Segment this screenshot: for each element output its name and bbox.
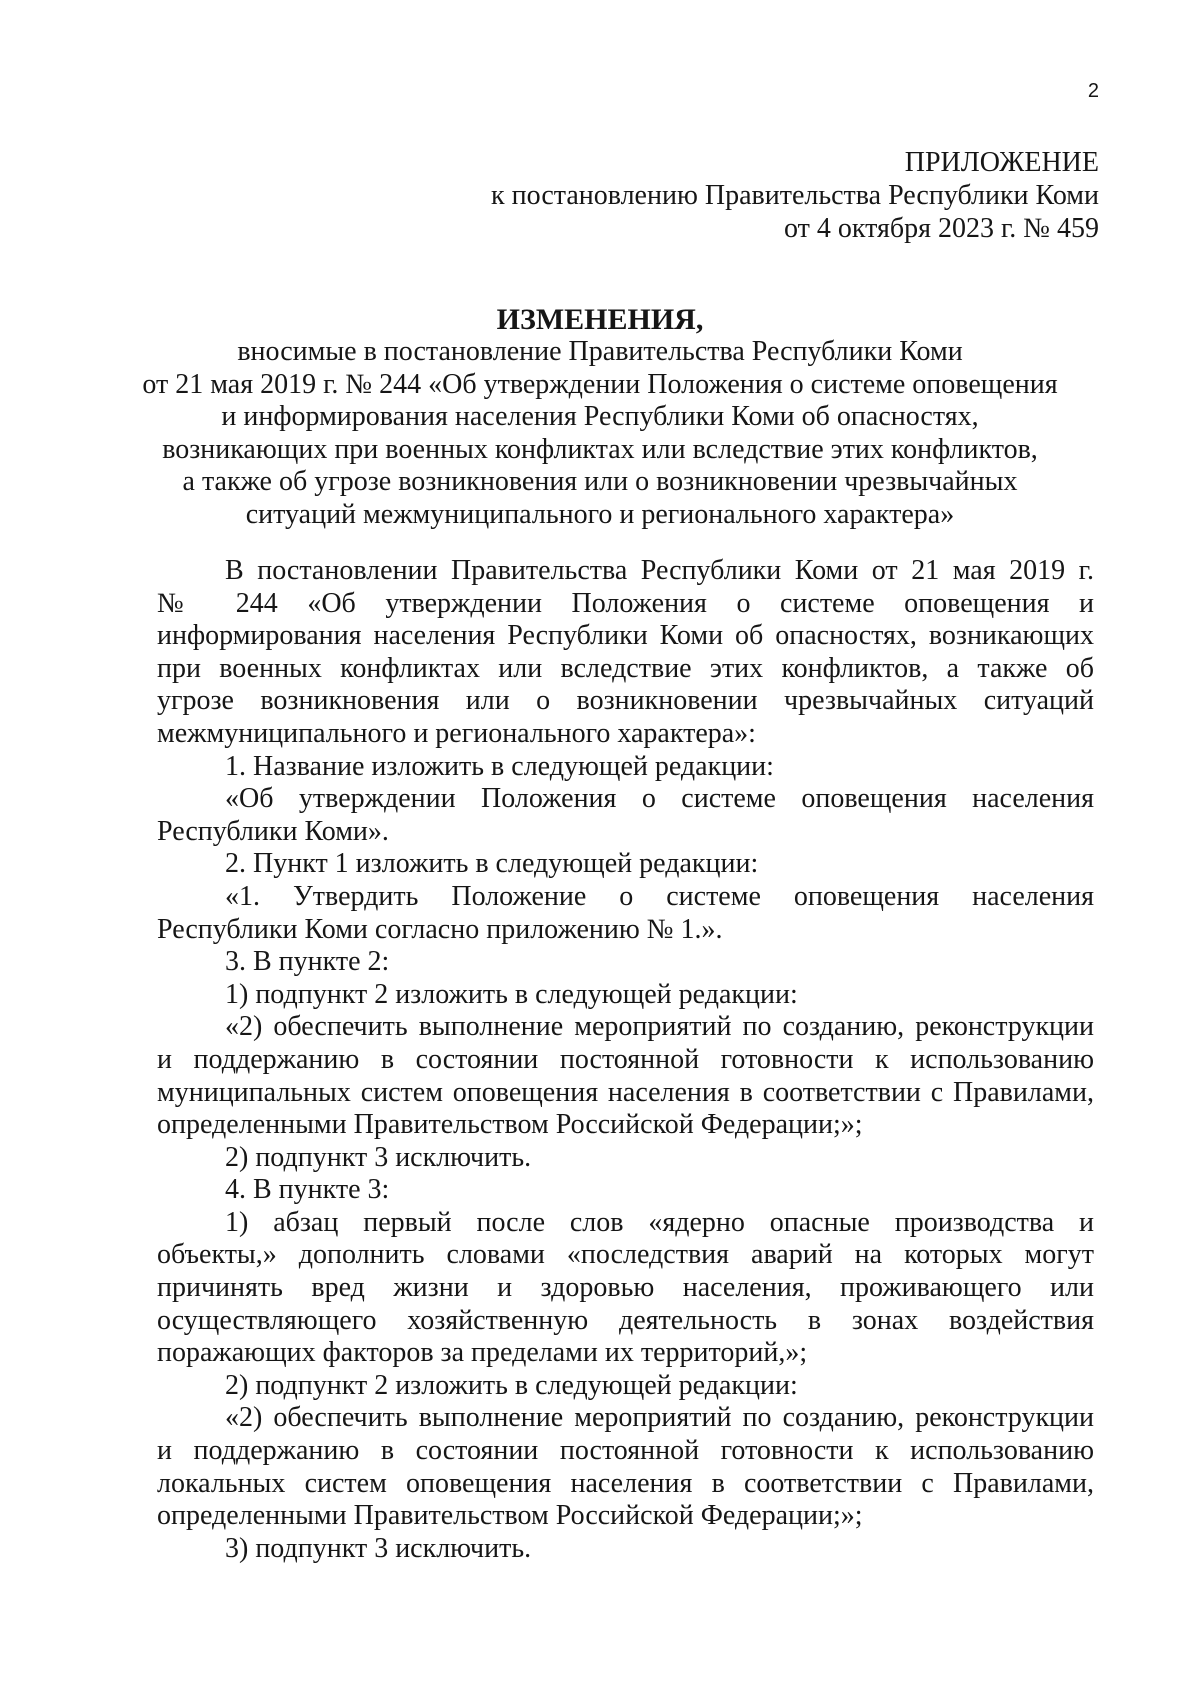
- body-line: локальных систем оповещения населения в соответствии с Правилами,: [157, 1467, 1094, 1499]
- body-line: Республики Коми согласно приложению № 1.».: [157, 913, 723, 945]
- appendix-reference: к постановлению Правительства Республики Коми: [491, 180, 1099, 211]
- body-line: информирования населения Республики Коми об опасностях, возникающих: [157, 620, 1094, 652]
- body-line: причинять вред жизни и здоровью населения, проживающего или: [157, 1272, 1094, 1304]
- body-line: определенными Правительством Российской Федерации;»;: [157, 1500, 863, 1532]
- subtitle-line: возникающих при военных конфликтах или вследствие этих конфликтов,: [162, 433, 1038, 465]
- body-line: 3) подпункт 3 исключить.: [225, 1532, 532, 1564]
- body-line: определенными Правительством Российской Федерации;»;: [157, 1109, 863, 1141]
- body-line: 2) подпункт 2 изложить в следующей редакции:: [225, 1369, 798, 1401]
- page-number: 2: [1087, 80, 1099, 102]
- body-line: Республики Коми».: [157, 815, 389, 847]
- subtitle-line: и информирования населения Республики Коми об опасностях,: [221, 401, 979, 432]
- body-line: «1. Утвердить Положение о системе оповещения населения: [225, 880, 1094, 912]
- body-line: и поддержанию в состоянии постоянной готовности к использованию: [157, 1435, 1094, 1467]
- document-subtitle: [100, 336, 1100, 531]
- appendix-label: ПРИЛОЖЕНИЕ: [904, 147, 1099, 178]
- body-line: 1) абзац первый после слов «ядерно опасные производства и: [225, 1206, 1094, 1238]
- subtitle-line: от 21 мая 2019 г. № 244 «Об утверждении Положения о системе оповещения: [142, 368, 1058, 400]
- body-line: поражающих факторов за пределами их территорий,»;: [157, 1337, 808, 1369]
- body-line: «2) обеспечить выполнение мероприятий по созданию, реконструкции: [225, 1011, 1094, 1043]
- body-line: угрозе возникновения или о возникновении чрезвычайных ситуаций: [157, 685, 1094, 717]
- body-line: 3. В пункте 2:: [225, 946, 390, 978]
- document-title: ИЗМЕНЕНИЯ,: [496, 303, 704, 336]
- body-line: межмуниципального и регионального характера»:: [157, 717, 756, 749]
- subtitle-line: вносимые в постановление Правительства Республики Коми: [237, 336, 963, 367]
- body-line: 2) подпункт 3 исключить.: [225, 1141, 532, 1173]
- subtitle-line: а также об угрозе возникновения или о возникновении чрезвычайных: [182, 466, 1018, 497]
- body-line: осуществляющего хозяйственную деятельность в зонах воздействия: [157, 1304, 1094, 1336]
- body-line: В постановлении Правительства Республики Коми от 21 мая 2019 г.: [225, 555, 1094, 586]
- subtitle-line: ситуаций межмуниципального и регионального характера»: [245, 498, 955, 530]
- body-line: 1) подпункт 2 изложить в следующей редакции:: [225, 978, 798, 1010]
- body-line: 1. Название изложить в следующей редакции:: [225, 750, 774, 782]
- body-line: и поддержанию в состоянии постоянной готовности к использованию: [157, 1043, 1094, 1075]
- appendix-header: [491, 146, 1099, 245]
- appendix-date-number: от 4 октября 2023 г. № 459: [783, 213, 1099, 244]
- body-line: 4. В пункте 3:: [225, 1174, 390, 1206]
- body-line: № 244 «Об утверждении Положения о системе оповещения и: [157, 587, 1094, 619]
- body-line: объекты,» дополнить словами «последствия аварий на которых могут: [157, 1239, 1094, 1271]
- body-line: при военных конфликтах или вследствие этих конфликтов, а также об: [157, 652, 1094, 684]
- body-line: муниципальных систем оповещения населения в соответствии с Правилами,: [157, 1076, 1094, 1108]
- document-body: [157, 555, 1094, 1565]
- body-line: «2) обеспечить выполнение мероприятий по созданию, реконструкции: [225, 1402, 1094, 1434]
- body-line: 2. Пункт 1 изложить в следующей редакции:: [225, 848, 759, 880]
- body-line: «Об утверждении Положения о системе оповещения населения: [225, 783, 1094, 815]
